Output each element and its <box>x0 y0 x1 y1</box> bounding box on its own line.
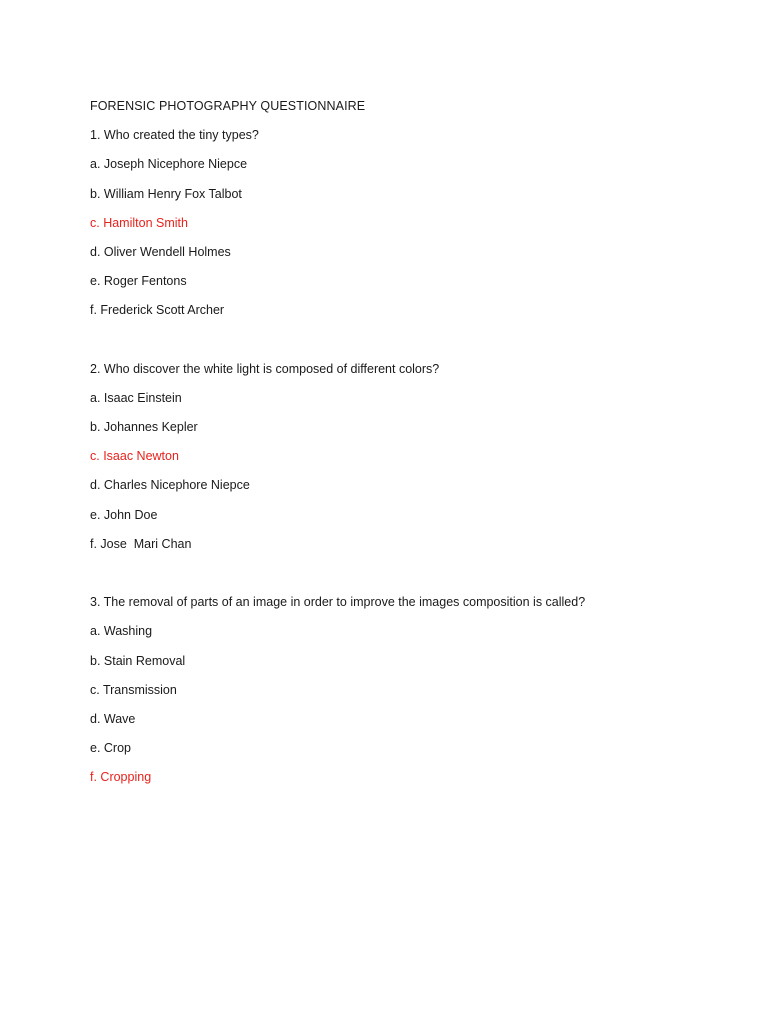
question-3-option-b: b. Stain Removal <box>90 653 186 668</box>
question-1-option-f: f. Frederick Scott Archer <box>90 303 225 318</box>
question-3-option-e: e. Crop <box>90 741 131 756</box>
question-3-option-d: d. Wave <box>90 711 136 726</box>
question-1-option-b: b. William Henry Fox Talbot <box>90 186 242 201</box>
question-2: 2. Who discover the white light is composed of different colors? <box>90 361 440 376</box>
question-1-option-c-correct: c. Hamilton Smith <box>90 215 188 230</box>
spacer <box>90 559 730 588</box>
question-3: 3. The removal of parts of an image in order to improve the images composition is called? <box>90 595 586 610</box>
question-3-option-f-correct: f. Cropping <box>90 770 152 785</box>
question-2-option-e: e. John Doe <box>90 507 158 522</box>
question-1-option-a: a. Joseph Nicephore Niepce <box>90 157 248 172</box>
questionnaire-body <box>90 92 730 793</box>
question-1-option-e: e. Roger Fentons <box>90 274 187 289</box>
document-title: FORENSIC PHOTOGRAPHY QUESTIONNAIRE <box>90 99 366 113</box>
question-3-option-c: c. Transmission <box>90 682 177 697</box>
question-1: 1. Who created the tiny types? <box>90 128 259 143</box>
question-1-option-d: d. Oliver Wendell Holmes <box>90 244 231 259</box>
question-2-option-b: b. Johannes Kepler <box>90 420 198 435</box>
question-3-option-a: a. Washing <box>90 624 153 639</box>
question-2-option-f: f. Jose Mari Chan <box>90 536 192 551</box>
question-2-option-c-correct: c. Isaac Newton <box>90 449 179 464</box>
question-2-option-a: a. Isaac Einstein <box>90 390 182 405</box>
question-2-option-d: d. Charles Nicephore Niepce <box>90 478 250 493</box>
spacer <box>90 326 730 355</box>
